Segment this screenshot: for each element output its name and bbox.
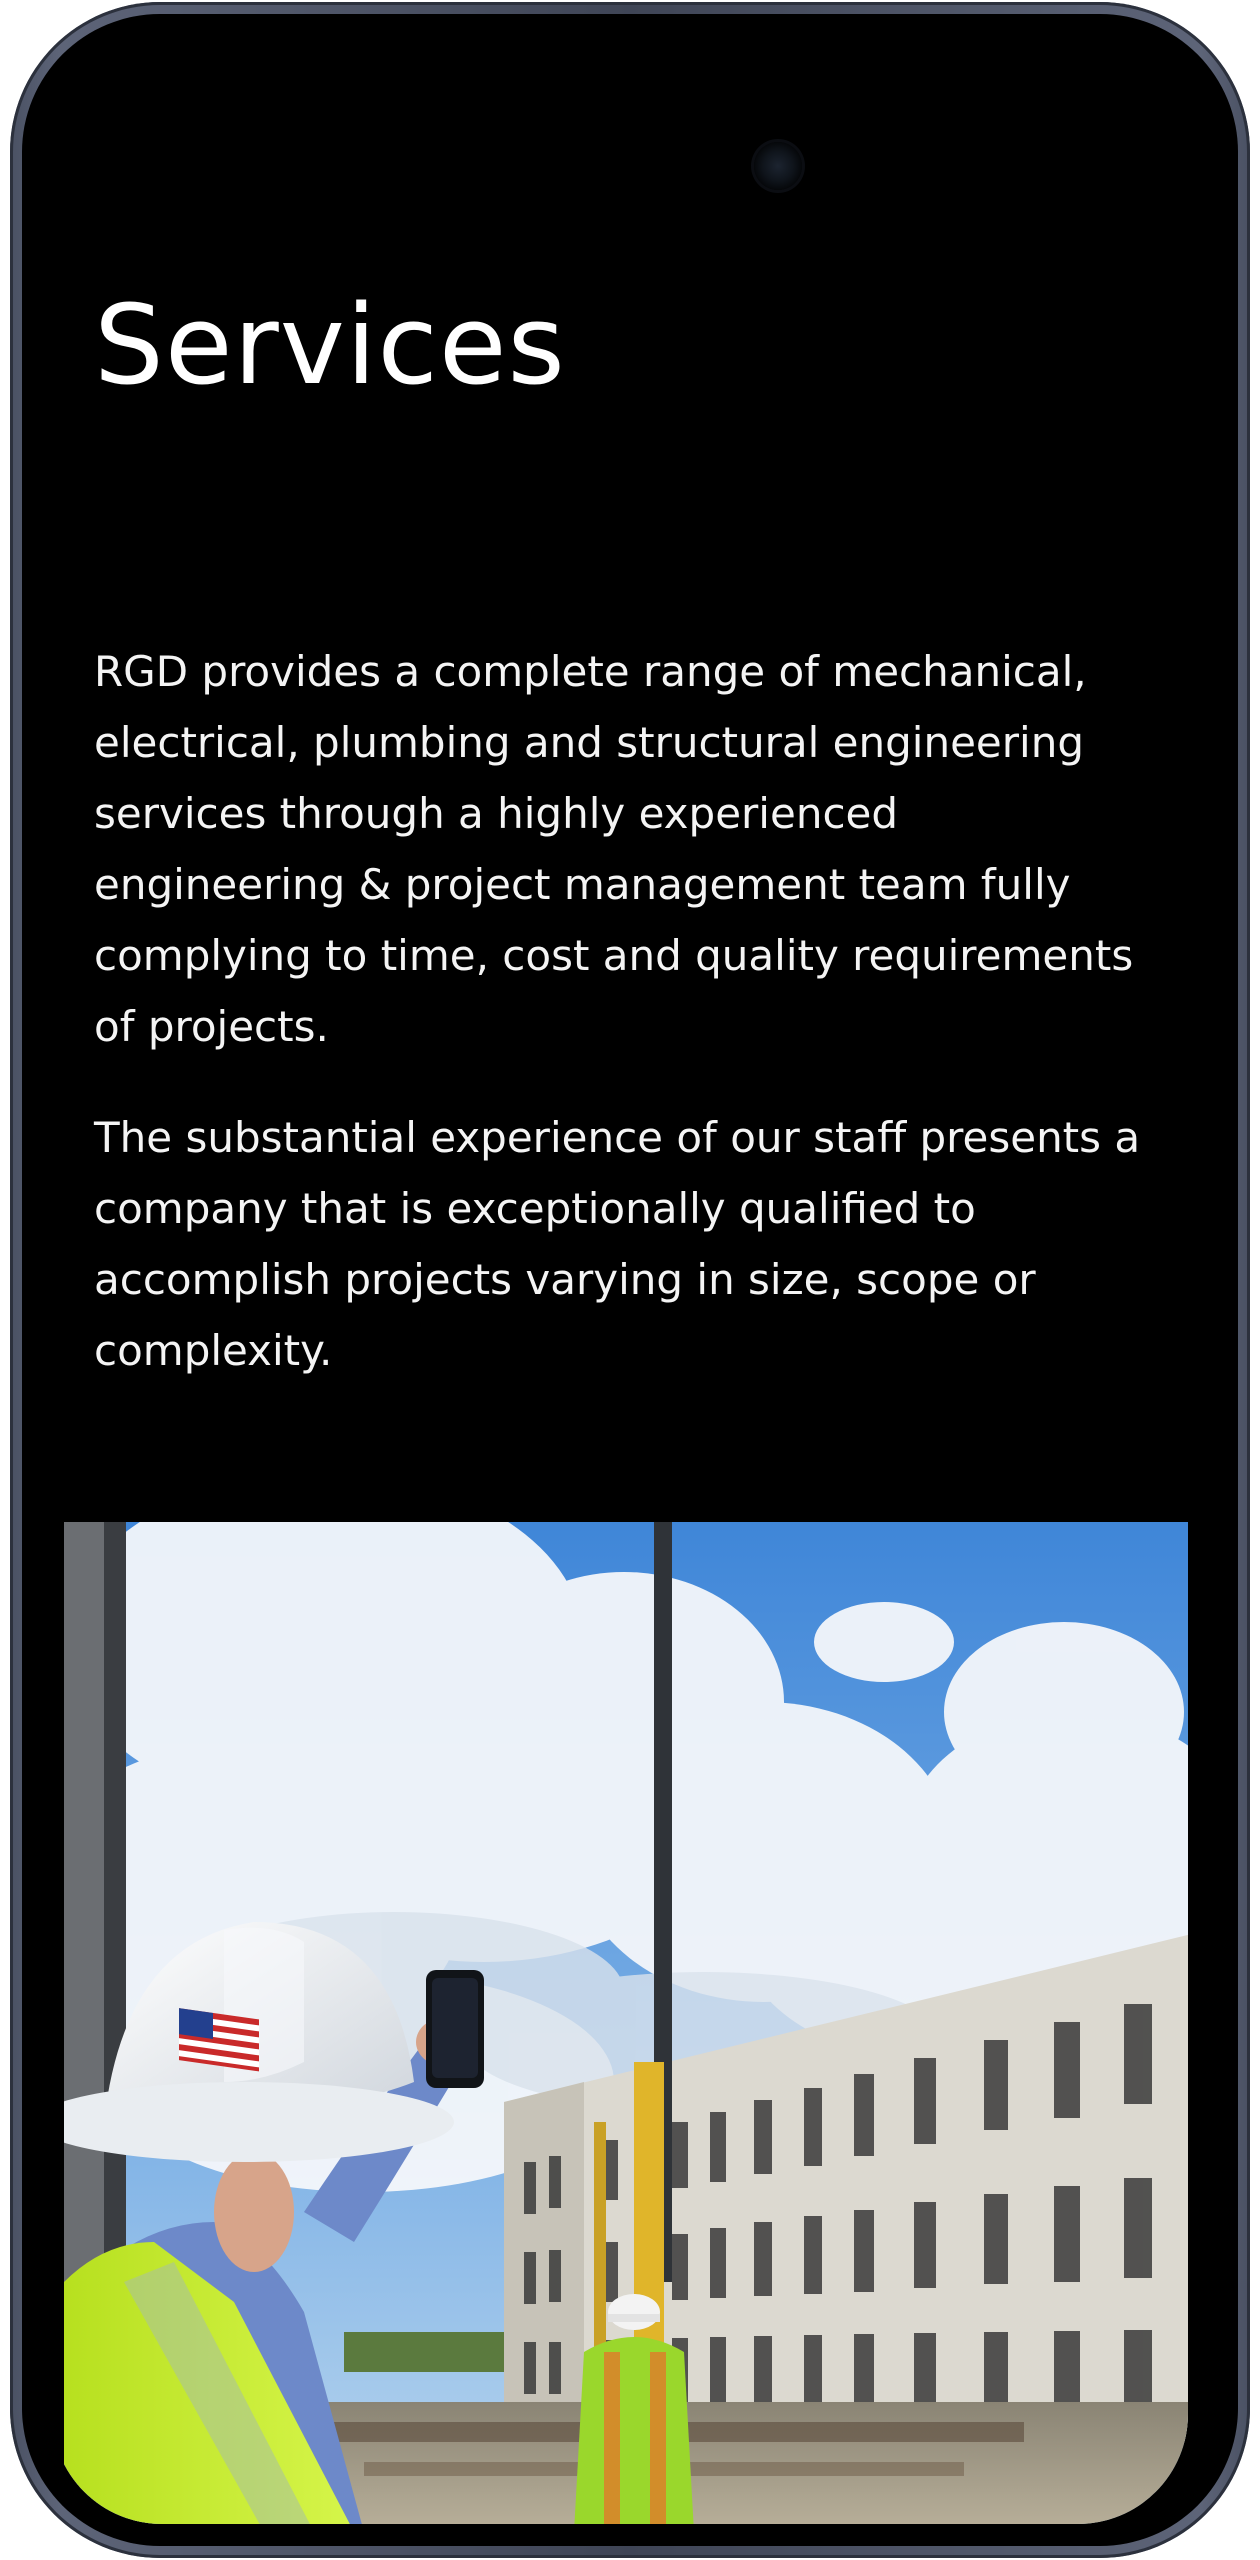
services-paragraph-2: The substantial experience of our staff presents a company that is exceptionally qualified to accomplish projects varying in size, scope or complexity. bbox=[94, 1113, 1141, 1375]
page-title: Services bbox=[94, 281, 566, 409]
services-paragraph-1: RGD provides a complete range of mechanical, electrical, plumbing and structural engineering services through a highly experienced engineering & project management team fully complying to time, cost and quality requirements of projects. bbox=[94, 647, 1134, 1051]
services-description bbox=[94, 636, 1154, 1426]
screen bbox=[52, 20, 1188, 2524]
construction-site-photo bbox=[64, 1522, 1188, 2524]
front-camera-icon bbox=[754, 142, 802, 190]
